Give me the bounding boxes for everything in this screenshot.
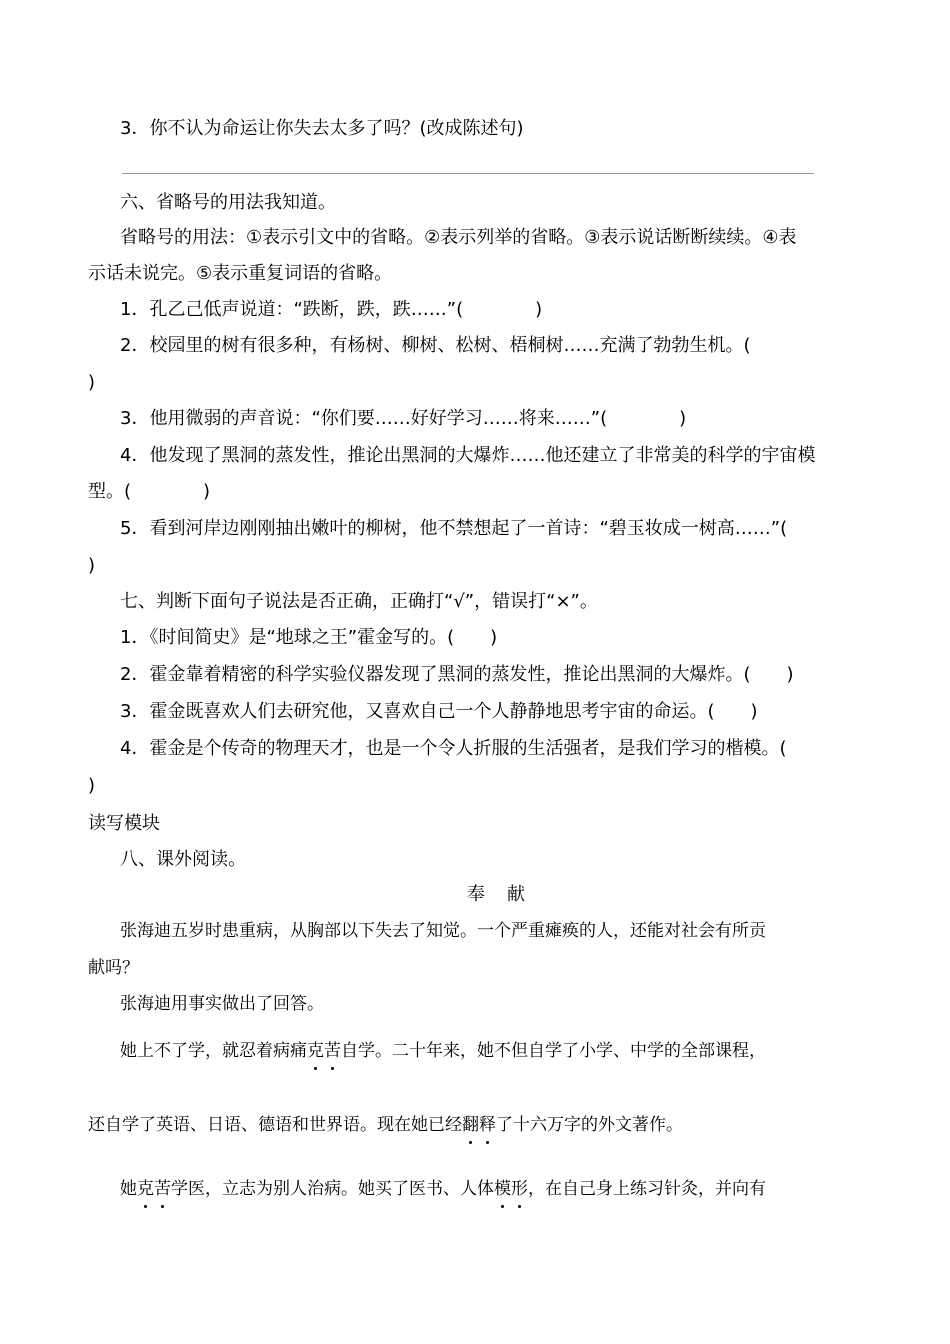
emphasis-char: 克 [307, 1038, 324, 1064]
emphasis-char: 克 [137, 1176, 154, 1202]
section6-q3: 3．他用微弱的声音说：“你们要……好好学习……将来……”( ) [120, 408, 687, 429]
article-p3-part-b: 自学。二十年来，她不但自学了小学、中学的全部课程， [341, 1041, 766, 1061]
article-p5-part-c: ，在自己身上练习针灸，并向有 [528, 1179, 766, 1199]
section7-heading: 七、判断下面句子说法是否正确，正确打“√”，错误打“×”。 [120, 591, 598, 612]
section7-q4-line1: 4．霍金是个传奇的物理天才，也是一个令人折服的生活强者，是我们学习的楷模。( [120, 738, 787, 759]
article-p3 [120, 1038, 766, 1064]
article-p4-part-a: 还自学了英语、日语、德语和世界语。现在她已经 [88, 1115, 462, 1135]
emphasis-char: 翻 [462, 1112, 479, 1138]
section6-q5-line2: ) [88, 555, 96, 576]
section6-q5-line1: 5．看到河岸边刚刚抽出嫩叶的柳树，他不禁想起了一首诗：“碧玉妆成一树高……”( [120, 518, 788, 539]
section6-q1: 1．孔乙己低声说道：“跌断，跌，跌……”( ) [120, 299, 543, 320]
article-p5-part-a: 她 [120, 1179, 137, 1199]
article-p4-part-b: 了十六万字的外文著作。 [496, 1115, 683, 1135]
answer-line [122, 173, 814, 174]
emphasis-char: 模 [494, 1176, 511, 1202]
q5-3-text: 3．你不认为命运让你失去太多了吗？(改成陈述句) [120, 118, 524, 139]
emphasis-char: 苦 [324, 1038, 341, 1064]
section8-heading: 八、课外阅读。 [120, 849, 246, 870]
article-p5-part-b: 学医，立志为别人治病。她买了医书、人体 [171, 1179, 494, 1199]
emphasis-char: 释 [479, 1112, 496, 1138]
article-p3-part-a: 她上不了学，就忍着病痛 [120, 1041, 307, 1061]
section6-usage-line1: 省略号的用法：①表示引文中的省略。②表示列举的省略。③表示说话断断续续。④表 [120, 227, 797, 248]
section6-q2-line1: 2．校园里的树有很多种，有杨树、柳树、松树、梧桐树……充满了勃勃生机。( [120, 335, 751, 356]
section6-q4-line1: 4．他发现了黑洞的蒸发性，推论出黑洞的大爆炸……他还建立了非常美的科学的宇宙模 [120, 445, 816, 466]
section6-usage-line2: 示话未说完。⑤表示重复词语的省略。 [88, 263, 393, 284]
article-p1-line2: 献吗？ [88, 958, 139, 978]
emphasis-char: 苦 [154, 1176, 171, 1202]
section7-q1: 1．《时间简史》是“地球之王”霍金写的。( ) [120, 627, 498, 648]
module-label: 读写模块 [88, 813, 160, 834]
article-p2: 张海迪用事实做出了回答。 [120, 994, 324, 1014]
article-title: 奉献 [467, 884, 547, 905]
section7-q4-line2: ) [88, 775, 96, 796]
section7-q3: 3．霍金既喜欢人们去研究他，又喜欢自己一个人静静地思考宇宙的命运。( ) [120, 701, 758, 722]
section6-heading: 六、省略号的用法我知道。 [120, 192, 336, 213]
section6-q2-line2: ) [88, 372, 96, 393]
article-p4 [88, 1112, 683, 1138]
section6-q4-line2: 型。( ) [88, 481, 211, 502]
emphasis-char: 形 [511, 1176, 528, 1202]
article-p1-line1: 张海迪五岁时患重病，从胸部以下失去了知觉。一个严重瘫痪的人，还能对社会有所贡 [120, 921, 766, 941]
section7-q2: 2．霍金靠着精密的科学实验仪器发现了黑洞的蒸发性，推论出黑洞的大爆炸。( ) [120, 664, 794, 685]
article-p5 [120, 1176, 766, 1202]
